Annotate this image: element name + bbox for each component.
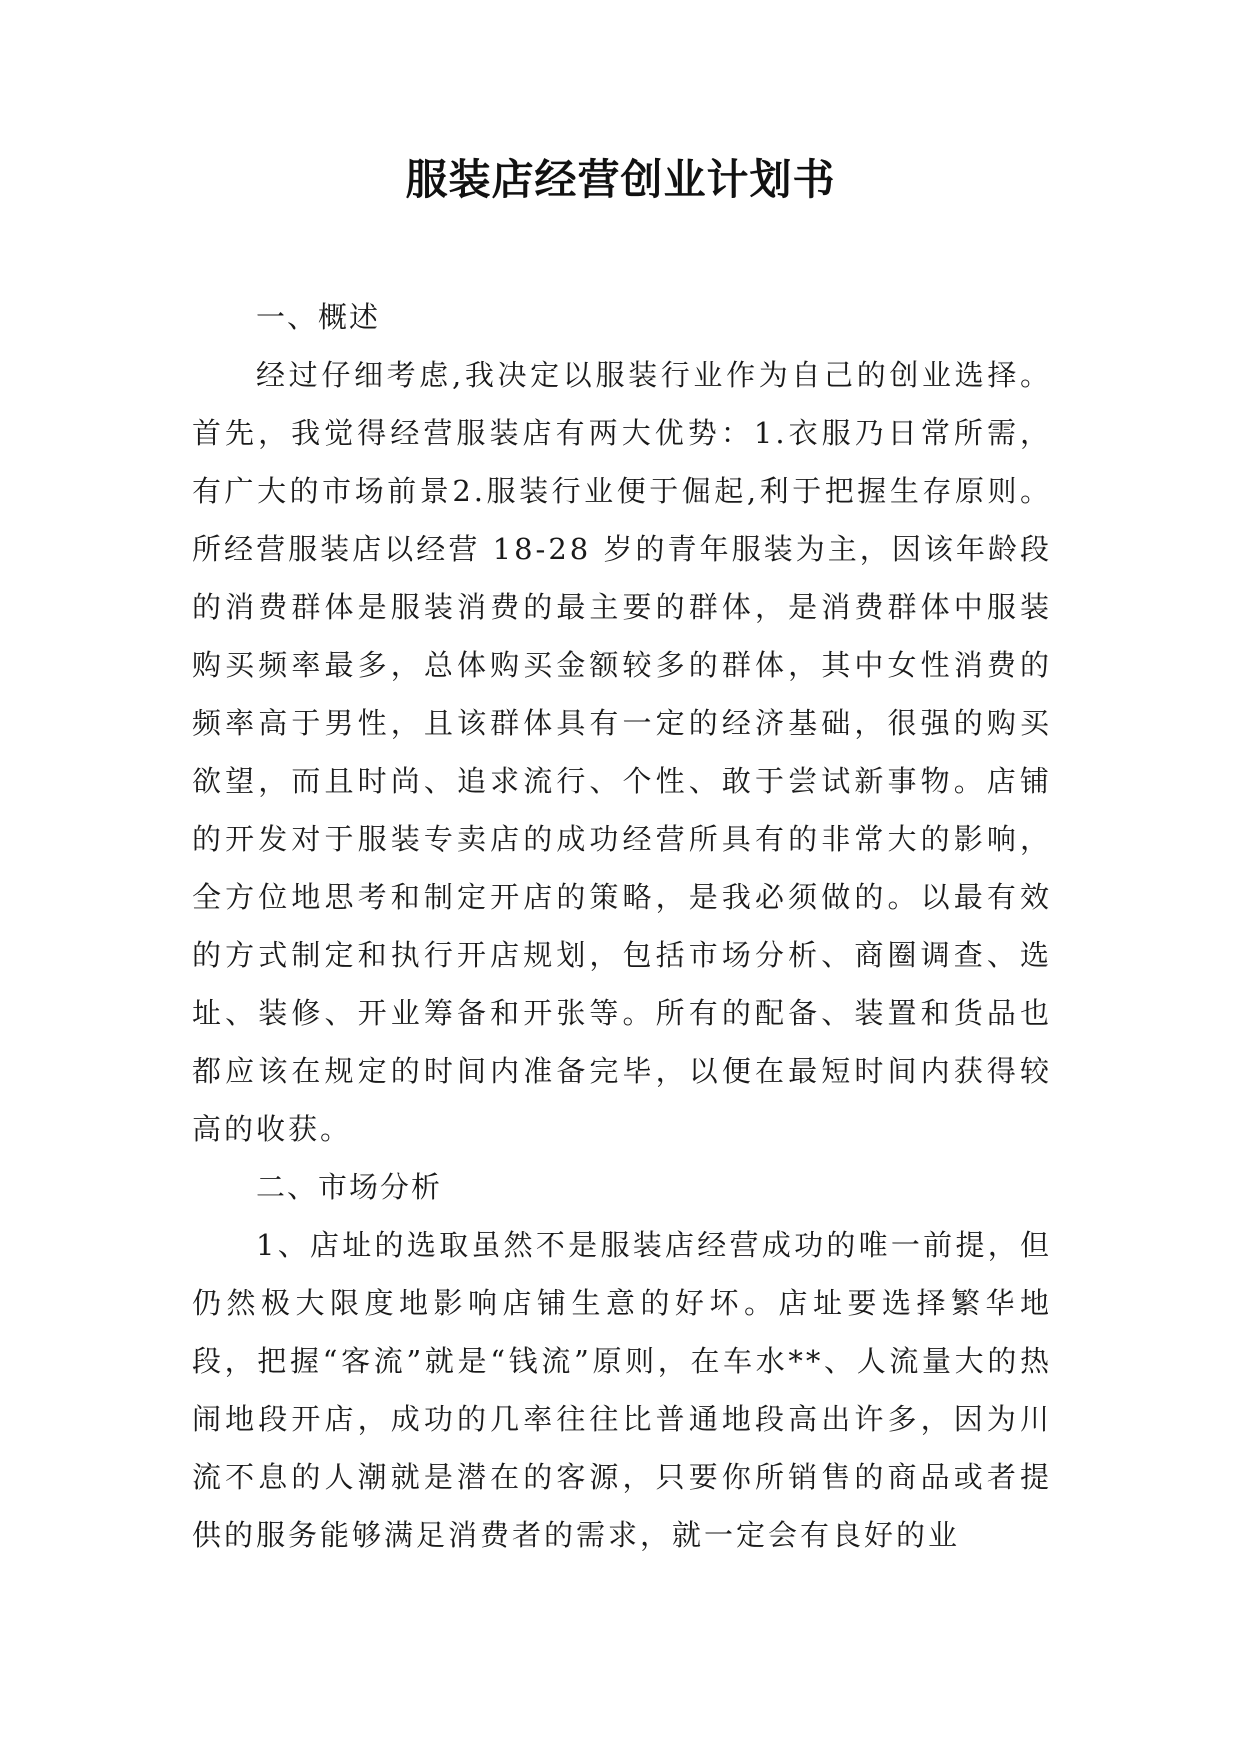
paragraph-market-analysis: 1、店址的选取虽然不是服装店经营成功的唯一前提，但仍然极大限度地影响店铺生意的好坏。店址要选择繁华地段，把握“客流”就是“钱流”原则，在车水**、人流量大的热闹地段开店，成功的几率往往比普通地段高出许多，因为川流不息的人潮就是潜在的客源，只要你所销售的商品或者提供的服务能够满足消费者的需求，就一定会有良好的业: [192, 1228, 1052, 1552]
document-title: 服装店经营创业计划书: [405, 155, 836, 204]
paragraph-overview: 经过仔细考虑,我决定以服装行业作为自己的创业选择。首先，我觉得经营服装店有两大优势：1.衣服乃日常所需，有广大的市场前景2.服装行业便于倔起,利于把握生存原则。所经营服装店以经营 18-28 岁的青年服装为主，因该年龄段的消费群体是服装消费的最主要的群体，是消费群体中服装购买频率最多，总体购买金额较多的群体，其中女性消费的频率高于男性，且该群体具有一定的经济基础，很强的购买欲望，而且时尚、追求流行、个性、敢于尝试新事物。店铺的开发对于服装专卖店的成功经营所具有的非常大的影响，全方位地思考和制定开店的策略，是我必须做的。以最有效的方式制定和执行开店规划，包括市场分析、商圈调查、选址、装修、开业筹备和开张等。所有的配备、装置和货品也都应该在规定的时间内准备完毕，以便在最短时间内获得较高的收获。: [192, 358, 1052, 1146]
section-heading-market-analysis: 二、市场分析: [256, 1170, 443, 1204]
document-body: [192, 288, 1052, 1564]
section-heading-overview: 一、概述: [256, 300, 381, 334]
